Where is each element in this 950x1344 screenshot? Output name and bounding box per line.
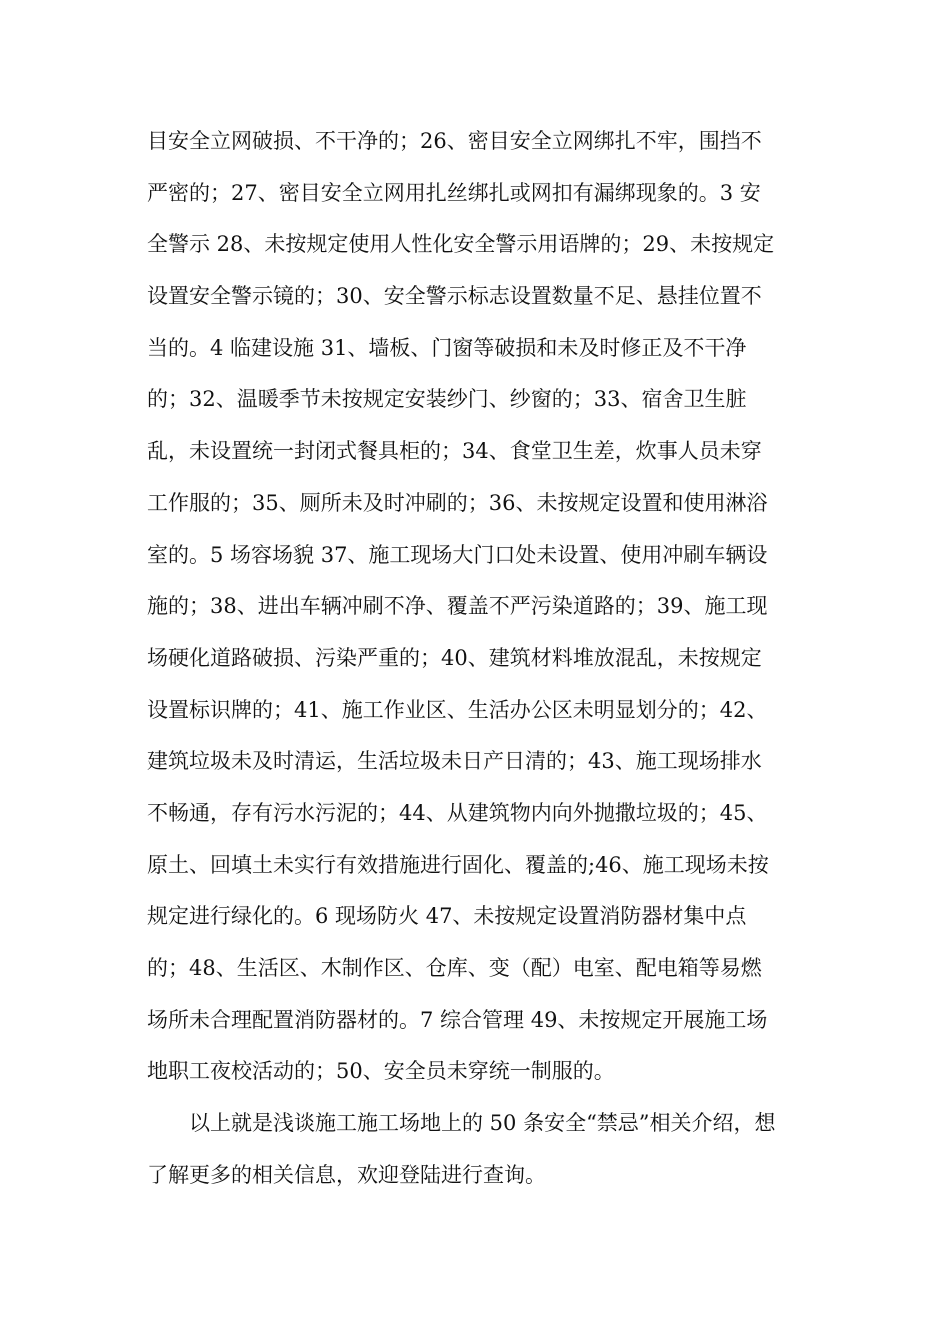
paragraph-2: [147, 1098, 807, 1201]
text-line: 乱，未设置统一封闭式餐具柜的；34、食堂卫生差，炊事人员未穿: [147, 439, 762, 464]
paragraph-1: [147, 116, 807, 1098]
text-line: 设置标识牌的；41、施工作业区、生活办公区未明显划分的；42、: [147, 697, 768, 722]
text-line: 场硬化道路破损、污染严重的；40、建筑材料堆放混乱，未按规定: [147, 645, 762, 670]
text-line: 的；48、生活区、木制作区、仓库、变（配）电室、配电箱等易燃: [147, 956, 762, 980]
text-line: 场所未合理配置消防器材的。7 综合管理 49、未按规定开展施工场: [147, 1007, 768, 1032]
text-line: 室的。5 场容场貌 37、施工现场大门口处未设置、使用冲刷车辆设: [147, 542, 768, 567]
text-line: 以上就是浅谈施工施工场地上的 50 条安全“禁忌”相关介绍，想: [189, 1111, 776, 1136]
text-line: 全警示 28、未按规定使用人性化安全警示用语牌的；29、未按规定: [147, 232, 775, 257]
text-line: 施的；38、进出车辆冲刷不净、覆盖不严污染道路的；39、施工现: [147, 594, 768, 619]
text-line: 地职工夜校活动的；50、安全员未穿统一制服的。: [147, 1059, 615, 1084]
text-line: 设置安全警示镜的；30、安全警示标志设置数量不足、悬挂位置不: [147, 284, 762, 309]
text-line: 目安全立网破损、不干净的；26、密目安全立网绑扎不牢，围挡不: [147, 129, 762, 153]
text-line: 不畅通，存有污水污泥的；44、从建筑物内向外抛撒垃圾的；45、: [147, 800, 768, 825]
text-line: 规定进行绿化的。6 现场防火 47、未按规定设置消防器材集中点: [147, 904, 747, 929]
text-line: 了解更多的相关信息，欢迎登陆进行查询。: [147, 1162, 546, 1187]
text-line: 工作服的；35、厕所未及时冲刷的；36、未按规定设置和使用淋浴: [147, 490, 768, 515]
text-line: 建筑垃圾未及时清运，生活垃圾未日产日清的；43、施工现场排水: [147, 749, 762, 774]
text-line: 原土、回填土未实行有效措施进行固化、覆盖的;46、施工现场未按: [147, 852, 769, 877]
text-line: 严密的；27、密目安全立网用扎丝绑扎或网扣有漏绑现象的。3 安: [147, 180, 761, 205]
text-line: 当的。4 临建设施 31、墙板、门窗等破损和未及时修正及不干净: [147, 335, 747, 360]
text-line: 的；32、温暖季节未按规定安装纱门、纱窗的；33、宿舍卫生脏: [147, 387, 747, 412]
document-body: [147, 116, 807, 1201]
